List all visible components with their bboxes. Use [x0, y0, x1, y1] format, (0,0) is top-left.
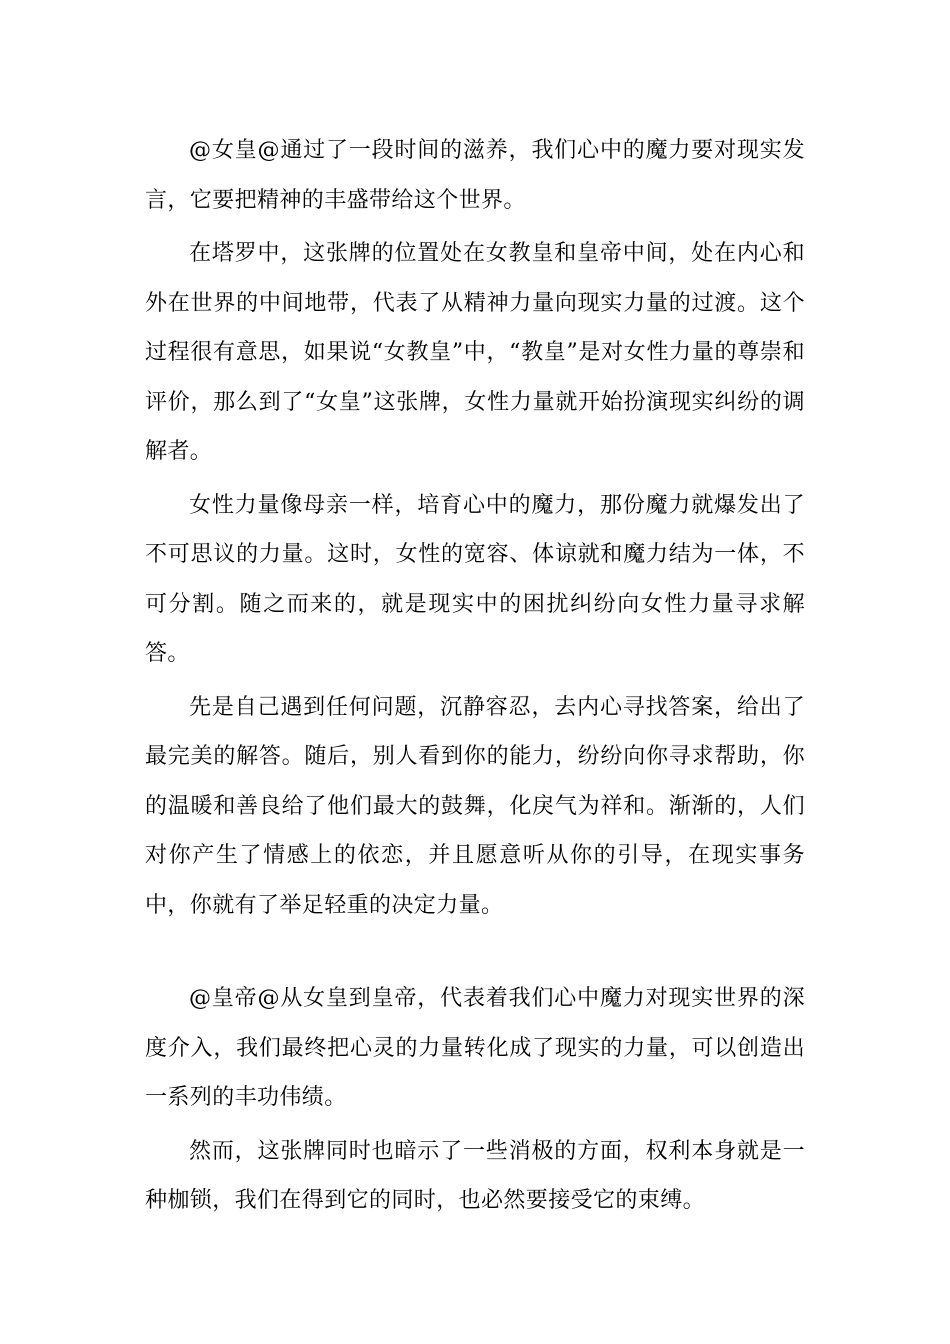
paragraph-empress-intro: @女皇@通过了一段时间的滋养，我们心中的魔力要对现实发言，它要把精神的丰盛带给这个世界。 [145, 138, 805, 213]
document-page [145, 126, 805, 1230]
paragraph-empress-position: 在塔罗中，这张牌的位置处在女教皇和皇帝中间，处在内心和外在世界的中间地带，代表了从精神力量向现实力量的过渡。这个过程很有意思，如果说“女教皇”中，“教皇”是对女性力量的尊崇和评价，那么到了“女皇”这张牌，女性力量就开始扮演现实纠纷的调解者。 [145, 241, 805, 464]
paragraph-empress-influence: 先是自己遇到任何问题，沉静容忍，去内心寻找答案，给出了最完美的解答。随后，别人看到你的能力，纷纷向你寻求帮助，你的温暖和善良给了他们最大的鼓舞，化戾气为祥和。渐渐的，人们对你产生了情感上的依恋，并且愿意听从你的引导，在现实事务中，你就有了举足轻重的决定力量。 [145, 694, 805, 918]
paragraph-emperor-shackles: 然而，这张牌同时也暗示了一些消极的方面，权利本身就是一种枷锁，我们在得到它的同时，也必然要接受它的束缚。 [145, 1138, 805, 1213]
paragraph-empress-nurture: 女性力量像母亲一样，培育心中的魔力，那份魔力就爆发出了不可思议的力量。这时，女性的宽容、体谅就和魔力结为一体，不可分割。随之而来的，就是现实中的困扰纠纷向女性力量寻求解答。 [145, 492, 805, 666]
paragraph-emperor-intro: @皇帝@从女皇到皇帝，代表着我们心中魔力对现实世界的深度介入，我们最终把心灵的力量转化成了现实的力量，可以创造出一系列的丰功伟绩。 [145, 986, 805, 1110]
section-spacer [145, 934, 805, 974]
